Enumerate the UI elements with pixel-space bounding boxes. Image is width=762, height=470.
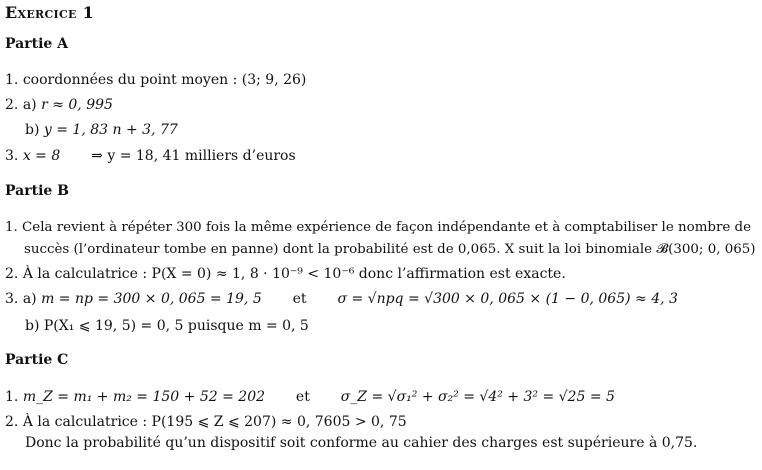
- part-b-q3a: 3. a) m = np = 300 × 0, 065 = 19, 5 et σ = √npq = √300 × 0, 065 × (1 − 0, 065) ≈ 4, 3: [5, 291, 678, 307]
- part-a-q3: 3. x = 8 ⇒ y = 18, 41 milliers d’euros: [5, 148, 296, 164]
- part-c-q2-line1: 2. À la calculatrice : P(195 ⩽ Z ⩽ 207) ≈ 0, 7605 > 0, 75: [5, 414, 407, 430]
- part-c-q1: 1. m_Z = m₁ + m₂ = 150 + 52 = 202 et σ_Z = √σ₁² + σ₂² = √4² + 3² = √25 = 5: [5, 389, 615, 405]
- part-a-q1: 1. coordonnées du point moyen : (3; 9, 26): [5, 72, 307, 88]
- part-a-q2b: b) y = 1, 83 n + 3, 77: [25, 122, 178, 138]
- part-b-q2: 2. À la calculatrice : P(X = 0) ≈ 1, 8 · 10⁻⁹ < 10⁻⁶ donc l’affirmation est exacte.: [5, 266, 566, 282]
- part-b-heading: Partie B: [5, 183, 69, 199]
- part-c-heading: Partie C: [5, 352, 69, 368]
- part-a-heading: Partie A: [5, 36, 69, 52]
- part-c-q2-line2: Donc la probabilité qu’un dispositif soit conforme au cahier des charges est supérieure à 0,75.: [25, 435, 698, 451]
- part-b-q1-line2: succès (l’ordinateur tombe en panne) dont la probabilité est de 0,065. X suit la loi binomiale 𝓑(300; 0, 065): [24, 242, 756, 257]
- part-b-q1-line1: 1. Cela revient à répéter 300 fois la même expérience de façon indépendante et à comptabiliser le nombre de: [5, 220, 752, 235]
- part-a-q2a: 2. a) r ≈ 0, 995: [5, 97, 113, 113]
- part-b-q3b: b) P(X₁ ⩽ 19, 5) = 0, 5 puisque m = 0, 5: [25, 318, 309, 334]
- exercise-title: Exercice 1: [5, 3, 94, 22]
